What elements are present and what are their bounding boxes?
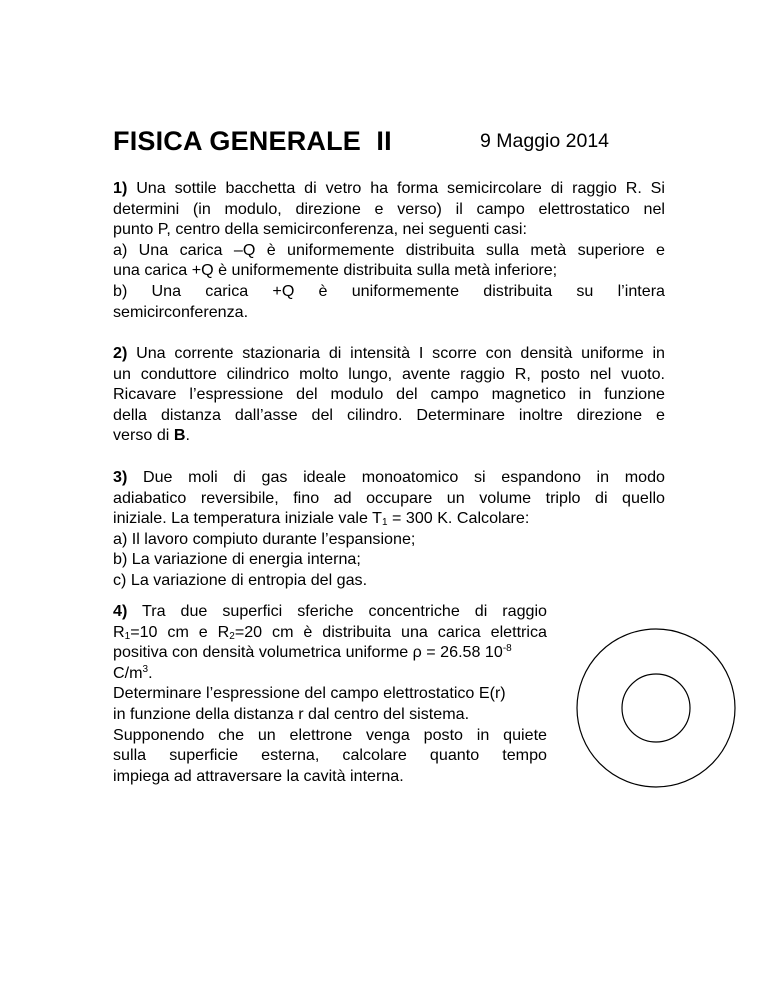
vector-b: B: [173, 426, 186, 445]
problem-4-line: in funzione della distanza r dal centro del sistema.: [113, 704, 470, 723]
problem-1-line: b) Una carica +Q è uniformemente distribuita su l’intera: [113, 281, 665, 300]
problem-1-line: una carica +Q è uniformemente distribuita sulla metà inferiore;: [113, 261, 558, 280]
problem-1-line: a) Una carica –Q è uniformemente distribuita sulla metà superiore e: [113, 240, 665, 259]
problem-2-line: della distanza dall’asse del cilindro. Determinare inoltre direzione e: [113, 405, 665, 424]
problem-4-line: impiega ad attraversare la cavità interna.: [113, 766, 404, 785]
problem-3: [113, 467, 665, 591]
problem-4-line: Determinare l’espressione del campo elettrostatico E(r): [113, 684, 506, 703]
problem-3-number: 3): [113, 468, 128, 486]
problem-4-line: $R_1=10$ cm e $R_2=20$ cm è distribuita una carica elettrica: [113, 622, 547, 642]
problem-2-line: verso di B.: [113, 426, 190, 445]
problem-4-line: sulla superficie esterna, calcolare quanto tempo: [113, 746, 547, 765]
problem-1-line: punto P, centro della semicirconferenza, nei seguenti casi:: [113, 220, 527, 239]
problem-2-line: un conduttore cilindrico molto lungo, avente raggio R, posto nel vuoto.: [113, 364, 665, 383]
problem-3-line: b) La variazione di energia interna;: [113, 550, 361, 569]
problem-2-number: 2): [113, 344, 128, 362]
exam-date: 9 Maggio 2014: [480, 130, 610, 152]
problem-1-number: 1): [113, 179, 128, 197]
problem-1-line: determini (in modulo, direzione e verso) il campo elettrostatico nel: [113, 199, 665, 218]
problem-3-line: a) Il lavoro compiuto durante l’espansione;: [113, 529, 416, 548]
problem-3-line: 3) Due moli di gas ideale monoatomico si espandono in modo: [113, 468, 665, 486]
problem-4-line: $C/m^3$.: [113, 663, 153, 682]
problem-4-line: 4) Tra due superfici sferiche concentriche di raggio: [113, 602, 547, 620]
problem-1-line: 1) Una sottile bacchetta di vetro ha forma semicircolare di raggio R. Si: [113, 179, 665, 197]
problem-4-number: 4): [113, 602, 128, 620]
problem-4-line: Supponendo che un elettrone venga posto in quiete: [113, 725, 547, 744]
concentric-spheres-diagram: [575, 627, 737, 789]
page-header: [113, 126, 673, 166]
problem-1-line: semicirconferenza.: [113, 302, 249, 321]
problem-3-line: iniziale. La temperatura iniziale vale $T_1 = 300$ K. Calcolare:: [113, 509, 530, 529]
problem-3-line: c) La variazione di entropia del gas.: [113, 570, 368, 589]
page-title: FISICA GENERALE II: [113, 126, 392, 156]
problem-2: [113, 343, 665, 446]
outer-sphere: [577, 629, 735, 787]
problem-2-line: Ricavare l’espressione del modulo del campo magnetico in funzione: [113, 385, 665, 404]
problem-2-line: 2) Una corrente stazionaria di intensità I scorre con densità uniforme in: [113, 344, 665, 362]
problem-1: [113, 178, 665, 322]
problem-4: [113, 601, 547, 786]
problem-4-line: positiva con densità volumetrica uniforme ρ = 26.58 $10^{-8}$: [113, 643, 512, 662]
problem-3-line: adiabatico reversibile, fino ad occupare un volume triplo di quello: [113, 488, 665, 507]
inner-sphere: [622, 674, 690, 742]
